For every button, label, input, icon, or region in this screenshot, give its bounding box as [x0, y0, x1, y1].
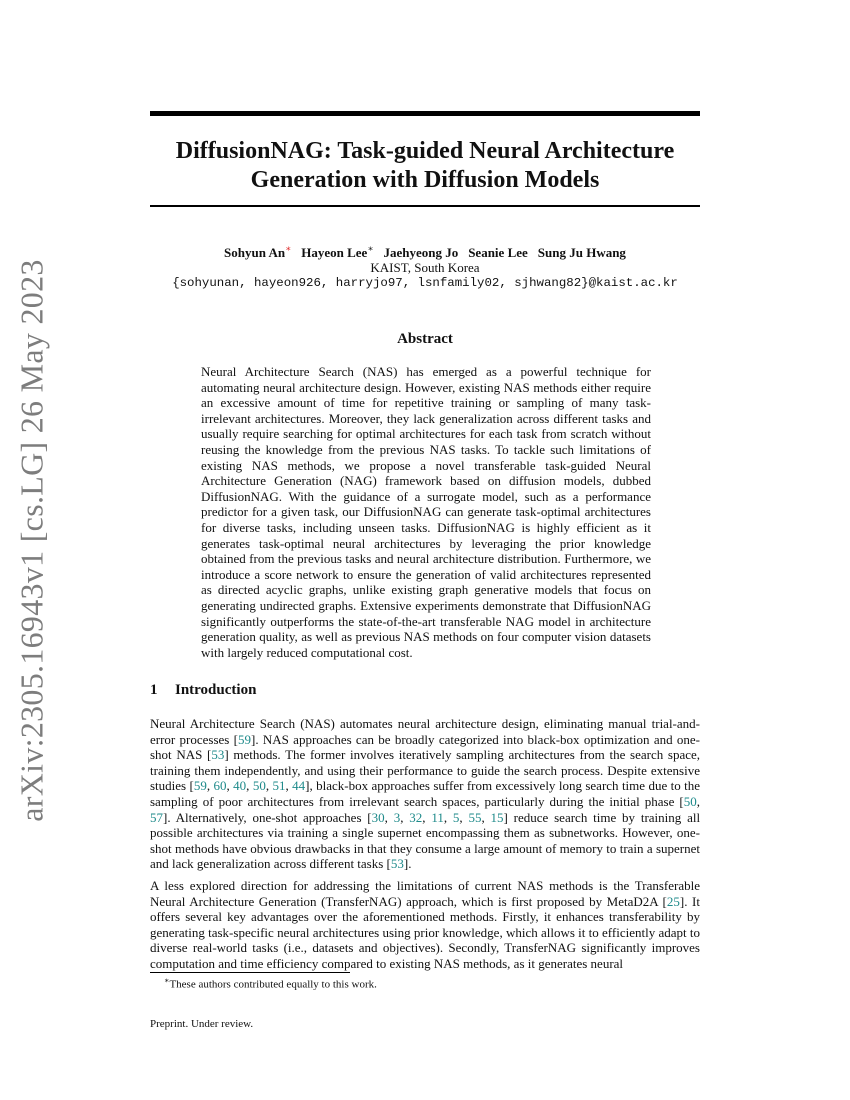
author-name-text: Hayeon Lee	[301, 245, 368, 261]
author-name-text: Jaehyeong Jo	[383, 245, 459, 261]
title-top-rule	[150, 111, 700, 116]
author-name	[468, 245, 528, 260]
paragraph-text: ,	[246, 778, 253, 794]
paragraph-text: ,	[285, 778, 293, 794]
paragraph-text: A less explored direction for addressing the limitations of current NAS methods is the Transferable Neural Architecture Generation (TransferNAG) approach, which is first proposed by MetaD2A [	[150, 878, 700, 909]
paragraph-text: ,	[265, 778, 273, 794]
citation-link[interactable]: 50	[683, 793, 697, 809]
paragraph-text: ,	[696, 793, 700, 809]
intro-paragraph-1	[150, 716, 700, 872]
section-heading-introduction	[150, 682, 700, 699]
citation-link[interactable]: 55	[468, 809, 482, 825]
paragraph-text: ]. Alternatively, one-shot approaches [	[163, 809, 372, 825]
equal-contribution-mark: ∗	[367, 244, 374, 254]
author-name	[224, 245, 291, 260]
preprint-note: Preprint. Under review.	[150, 1018, 254, 1030]
paragraph-text: ,	[206, 778, 214, 794]
paragraph-text: ,	[400, 809, 410, 825]
citation-link[interactable]: 59	[193, 778, 207, 794]
paragraph-text: ,	[384, 809, 394, 825]
section-number: 1	[150, 682, 158, 698]
paragraph-text: ]. It offers several key advantages over the aforementioned methods. Firstly, it enhances transferability by generating task-specific neural architectures using prior knowledge, which allows it to efficiently adapt to diverse real-world tasks (i.e., datasets and objectives). Secondly, TransferNAG significantly improves computation and time efficiency compared to existing NAS methods, as it generates neural	[150, 893, 700, 971]
citation-link[interactable]: 32	[409, 809, 423, 825]
citation-link[interactable]: 11	[431, 809, 444, 825]
author-name	[301, 245, 373, 260]
footnote	[164, 976, 377, 991]
footnote-mark: ∗	[164, 976, 170, 985]
arxiv-id-text: arXiv:2305.16943v1 [cs.LG] 26 May 2023	[13, 258, 50, 822]
paragraph-text: ] reduce search time by training all possible architectures via training a single supernet encompassing them as subnetworks. However, one-shot methods have obvious drawbacks in that they consume a large amount of memory to train a supernet and lack generalization across different tasks [	[150, 809, 701, 872]
paragraph-text: ,	[481, 809, 491, 825]
paragraph-text: ,	[443, 809, 453, 825]
citation-link[interactable]: 15	[490, 809, 504, 825]
abstract-text: Neural Architecture Search (NAS) has emerged as a powerful technique for automating neural architecture design. However, existing NAS methods either require an excessive amount of time for repetitive training or sampling of many task-irrelevant architectures. Moreover, they lack generalization across different tasks and usually require searching for optimal architectures for each task from scratch without reusing the knowledge from the previous NAS tasks. To tackle such limitations of existing NAS methods, we propose a novel transferable task-guided Neural Architecture Generation (NAG) framework based on diffusion models, dubbed DiffusionNAG. With the guidance of a surrogate model, such as a performance predictor for a given task, our DiffusionNAG can generate task-optimal architectures for diverse tasks, including unseen tasks. DiffusionNAG is highly efficient as it generates task-optimal neural architectures by leveraging the prior knowledge obtained from the previous tasks and neural architecture distribution. Furthermore, we introduce a score network to ensure the generation of valid architectures represented as directed acyclic graphs, unlike existing graph generative models that focus on generating undirected graphs. Extensive experiments demonstrate that DiffusionNAG significantly outperforms the state-of-the-art transferable NAG model in architecture generation quality, as well as previous NAS methods on four computer vision datasets with largely reduced computational cost.	[201, 364, 651, 660]
citation-link[interactable]: 30	[371, 809, 385, 825]
arxiv-identifier-stamp	[4, 258, 60, 822]
author-name-text: Sung Ju Hwang	[537, 245, 626, 261]
citation-link[interactable]: 53	[211, 747, 225, 763]
author-emails: {sohyunan, hayeon926, harryjo97, lsnfamily02, sjhwang82}@kaist.ac.kr	[172, 276, 678, 290]
author-list	[150, 244, 700, 261]
author-name	[383, 245, 458, 260]
author-name	[538, 245, 626, 260]
citation-link[interactable]: 5	[452, 809, 460, 825]
citation-link[interactable]: 60	[213, 778, 227, 794]
affiliation: KAIST, South Korea	[370, 260, 480, 275]
citation-link[interactable]: 44	[292, 778, 306, 794]
author-name-text: Sohyun An	[224, 245, 286, 261]
title-bottom-rule	[150, 205, 700, 207]
intro-paragraph-2	[150, 878, 700, 972]
citation-link[interactable]: 59	[238, 731, 251, 747]
citation-link[interactable]: 40	[233, 778, 247, 794]
equal-contribution-mark: ∗	[285, 244, 292, 254]
citation-link[interactable]: 25	[666, 893, 680, 909]
paragraph-text: ]. NAS approaches can be broadly categorized into black-box optimization and one-shot NAS [	[150, 731, 701, 763]
citation-link[interactable]: 57	[150, 809, 163, 825]
paragraph-text: Neural Architecture Search (NAS) automates neural architecture design, eliminating manual trial-and-error processes [	[150, 716, 700, 747]
paragraph-text: ,	[226, 778, 234, 794]
paragraph-text: ], black-box approaches suffer from excessively long search time due to the sampling of poor architectures from irrelevant search spaces, particularly during the initial phase [	[150, 778, 701, 809]
citation-link[interactable]: 3	[393, 809, 401, 825]
paragraph-text: ] methods. The former involves iteratively sampling architectures from the search space, training them independently, and using their performance to guide the search process. Despite extensive studies [	[150, 747, 701, 794]
paragraph-text: ].	[403, 856, 412, 872]
paper-title: DiffusionNAG: Task-guided Neural Architecture Generation with Diffusion Models	[175, 138, 675, 193]
paragraph-text: ,	[422, 809, 432, 825]
citation-link[interactable]: 53	[390, 856, 404, 872]
abstract-heading: Abstract	[397, 331, 453, 347]
paragraph-text: ,	[459, 809, 469, 825]
citation-link[interactable]: 50	[252, 778, 266, 794]
section-title: Introduction	[175, 682, 257, 698]
author-name-text: Seanie Lee	[468, 245, 528, 261]
citation-link[interactable]: 51	[272, 778, 286, 794]
footnote-rule	[150, 972, 350, 973]
footnote-text: These authors contributed equally to this work.	[169, 978, 377, 991]
